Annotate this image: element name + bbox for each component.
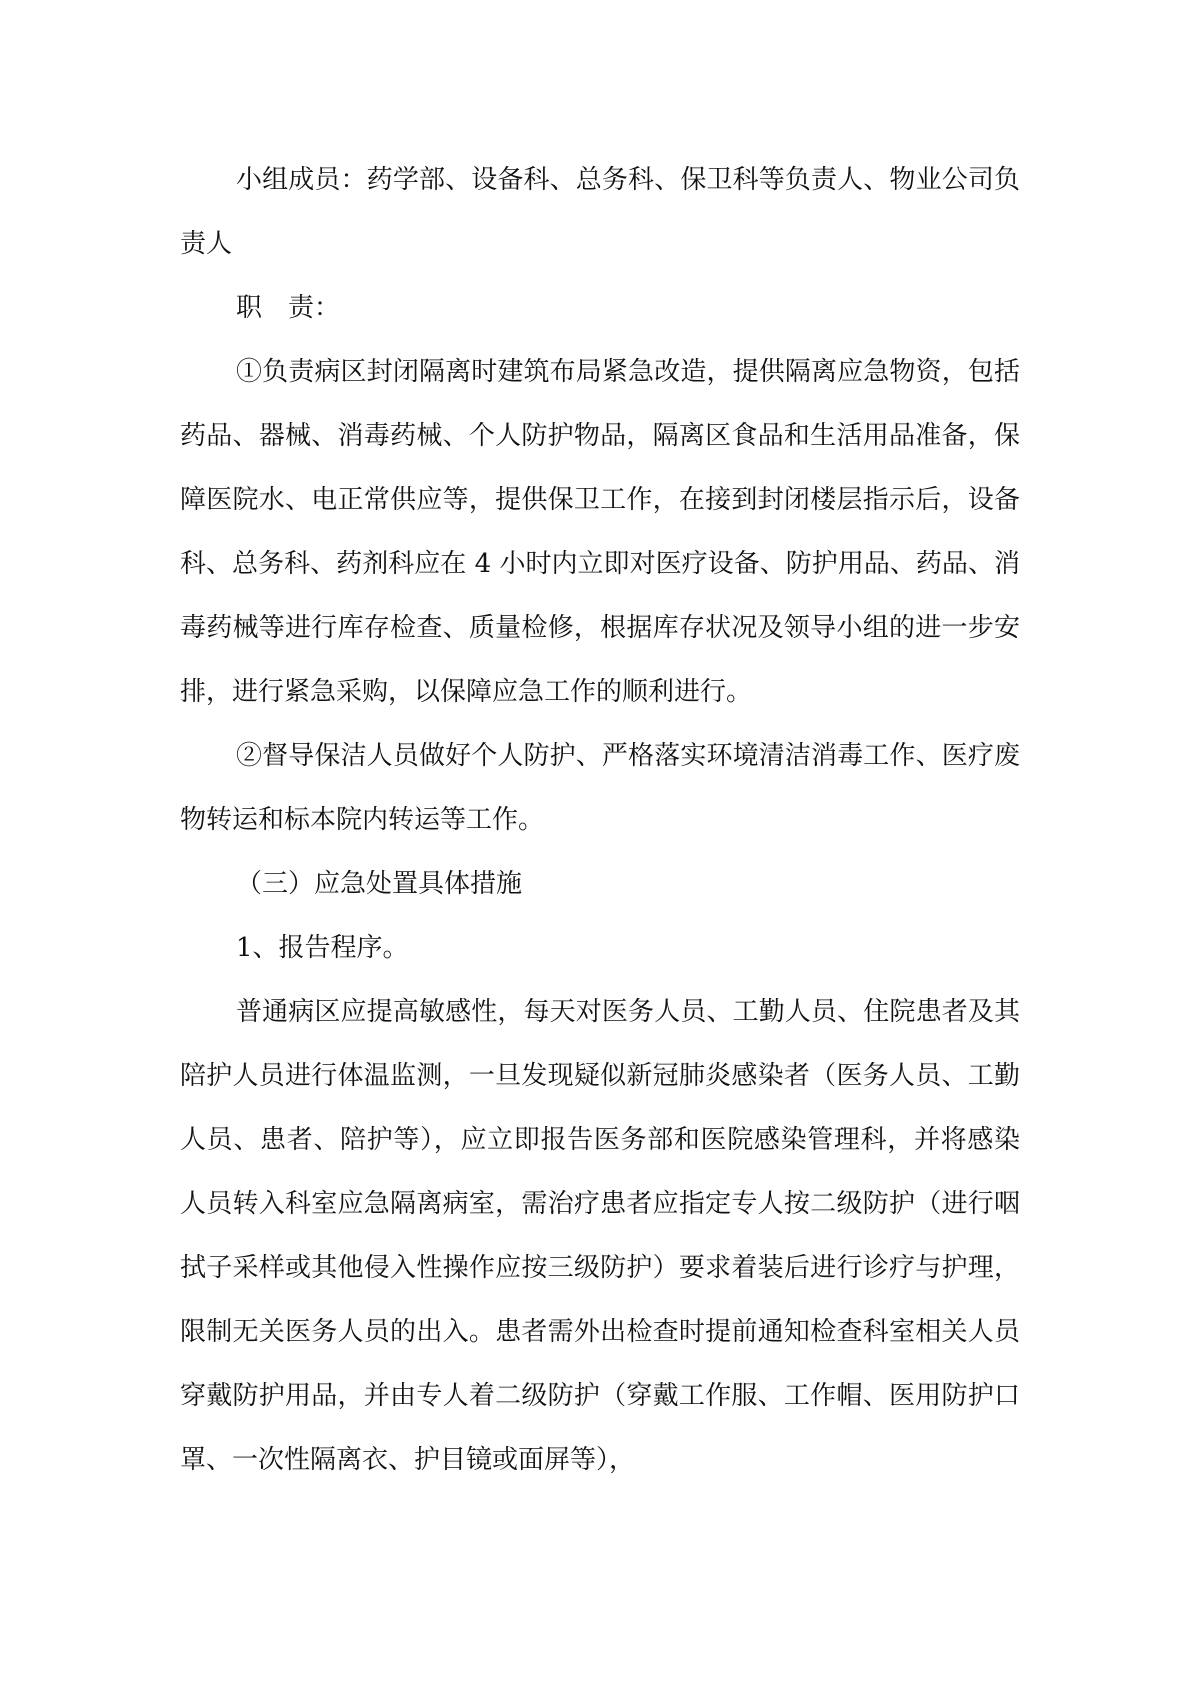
paragraph-body-1: 普通病区应提高敏感性，每天对医务人员、工勤人员、住院患者及其陪护人员进行体温监测，一旦发现疑似新冠肺炎感染者（医务人员、工勤人员、患者、陪护等），应立即报告医务部和医院感染管理科，并将感染人员转入科室应急隔离病室，需治疗患者应指定专人按二级防护（进行咽拭子采样或其他侵入性操作应按三级防护）要求着装后进行诊疗与护理，限制无关医务人员的出入。患者需外出检查时提前通知检查科室相关人员穿戴防护用品，并由专人着二级防护（穿戴工作服、工作帽、医用防护口罩、一次性隔离衣、护目镜或面屏等）， <box>180 997 1020 1475</box>
paragraph-duties-label: 职 责： <box>236 293 341 323</box>
paragraph-duty-1: ①负责病区封闭隔离时建筑布局紧急改造，提供隔离应急物资，包括药品、器械、消毒药械、个人防护物品，隔离区食品和生活用品准备，保障医院水、电正常供应等，提供保卫工作，在接到封闭楼层指示后，设备科、总务科、药剂科应在 4 小时内立即对医疗设备、防护用品、药品、消毒药械等进行库存检查、质量检修，根据库存状况及领导小组的进一步安排，进行紧急采购，以保障应急工作的顺利进行。 <box>180 357 1020 707</box>
section-heading-3: （三）应急处置具体措施 <box>236 869 523 899</box>
paragraph-duty-2: ②督导保洁人员做好个人防护、严格落实环境清洁消毒工作、医疗废物转运和标本院内转运等工作。 <box>180 741 1020 835</box>
item-heading-1: 1、报告程序。 <box>236 933 409 963</box>
document-page <box>180 148 1020 1492</box>
paragraph-members: 小组成员：药学部、设备科、总务科、保卫科等负责人、物业公司负责人 <box>180 165 1020 259</box>
